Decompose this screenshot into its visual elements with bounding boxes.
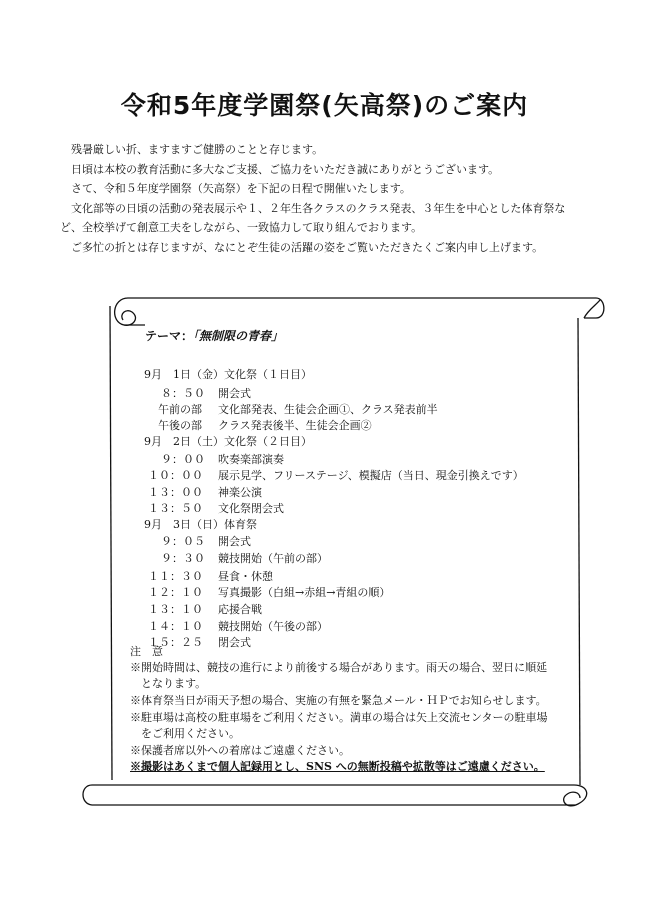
note-item: ※体育祭当日が雨天予想の場合、実施の有無を緊急メール・ＨＰでお知らせします。 (130, 694, 547, 707)
notes-heading: 注 意 (130, 645, 163, 658)
event-desc: 神楽公演 (218, 486, 262, 499)
note-item: をご利用ください。 (130, 727, 240, 740)
event-desc: 応援合戦 (218, 603, 262, 616)
event-desc: 吹奏楽部演奏 (218, 453, 284, 466)
event-desc: 昼食・休憩 (218, 570, 273, 583)
event-time: 午前の部 (158, 403, 202, 416)
intro-line: ご多忙の折とは存じますが、なにとぞ生徒の活躍の姿をご覧いただきたくご案内申し上げます。 (71, 240, 544, 254)
event-time: ９：３０ (161, 552, 205, 565)
event-desc: 競技開始（午前の部） (218, 552, 328, 565)
page-title: 令和5年度学園祭(矢高祭)のご案内 (120, 91, 529, 120)
intro-line: 文化部等の日頃の活動の発表展示や１、２年生各クラスのクラス発表、３年生を中心とした体育祭な (71, 201, 566, 215)
event-time: １２：１０ (148, 586, 203, 599)
event-desc: 閉会式 (218, 636, 251, 649)
intro-line: さて、令和５年度学園祭（矢高祭）を下記の日程で開催いたします。 (71, 182, 411, 195)
event-time: １１：３０ (148, 570, 203, 583)
event-time: １４：１０ (148, 620, 203, 633)
event-time: １５：２５ (148, 636, 203, 649)
day-heading: 9月 2日（土）文化祭（２日目） (144, 435, 312, 448)
intro-line: 残暑厳しい折、ますますご健勝のことと存じます。 (71, 143, 324, 156)
event-time: 午後の部 (158, 419, 202, 432)
event-desc: 開会式 (218, 387, 251, 400)
event-time: ９：０５ (161, 535, 205, 548)
event-desc: 文化祭閉会式 (218, 502, 284, 515)
note-item: となります。 (130, 677, 207, 690)
event-desc: 開会式 (218, 535, 251, 548)
note-item-emphasis: ※撮影はあくまで個人記録用とし、SNS への無断投稿や拡散等はご遠慮ください。 (130, 760, 545, 773)
theme-line (145, 327, 283, 344)
note-item: ※開始時間は、競技の進行により前後する場合があります。雨天の場合、翌日に順延 (130, 661, 548, 674)
event-time: １３：００ (148, 486, 203, 499)
intro-line: ど、全校挙げて創意工夫をしながら、一致協力して取り組んでおります。 (60, 221, 423, 234)
day-heading: 9月 1日（金）文化祭（１日目） (144, 368, 312, 381)
event-time: ９：００ (161, 453, 205, 466)
note-item: ※保護者席以外への着席はご遠慮ください。 (130, 744, 350, 757)
event-desc: クラス発表後半、生徒会企画② (218, 419, 372, 432)
event-desc: 文化部発表、生徒会企画①、クラス発表前半 (218, 403, 438, 416)
theme-value: 「無制限の青春」 (193, 329, 284, 343)
event-desc: 写真撮影（白組→赤組→青組の順） (218, 586, 391, 599)
event-time: １３：１０ (148, 603, 203, 616)
theme-label: テーマ： (145, 329, 194, 343)
event-time: １３：５０ (148, 502, 203, 515)
intro-line: 日頃は本校の教育活動に多大なご支援、ご協力をいただき誠にありがとうございます。 (71, 162, 500, 176)
note-item: ※駐車場は高校の駐車場をご利用ください。満車の場合は矢上交流センターの駐車場 (130, 711, 548, 724)
event-desc: 競技開始（午後の部） (218, 620, 328, 633)
event-time: １０：００ (148, 469, 203, 482)
day-heading: 9月 3日（日）体育祭 (144, 518, 257, 531)
event-time: ８：５０ (161, 387, 205, 400)
event-desc: 展示見学、フリーステージ、模擬店（当日、現金引換えです） (218, 469, 524, 482)
